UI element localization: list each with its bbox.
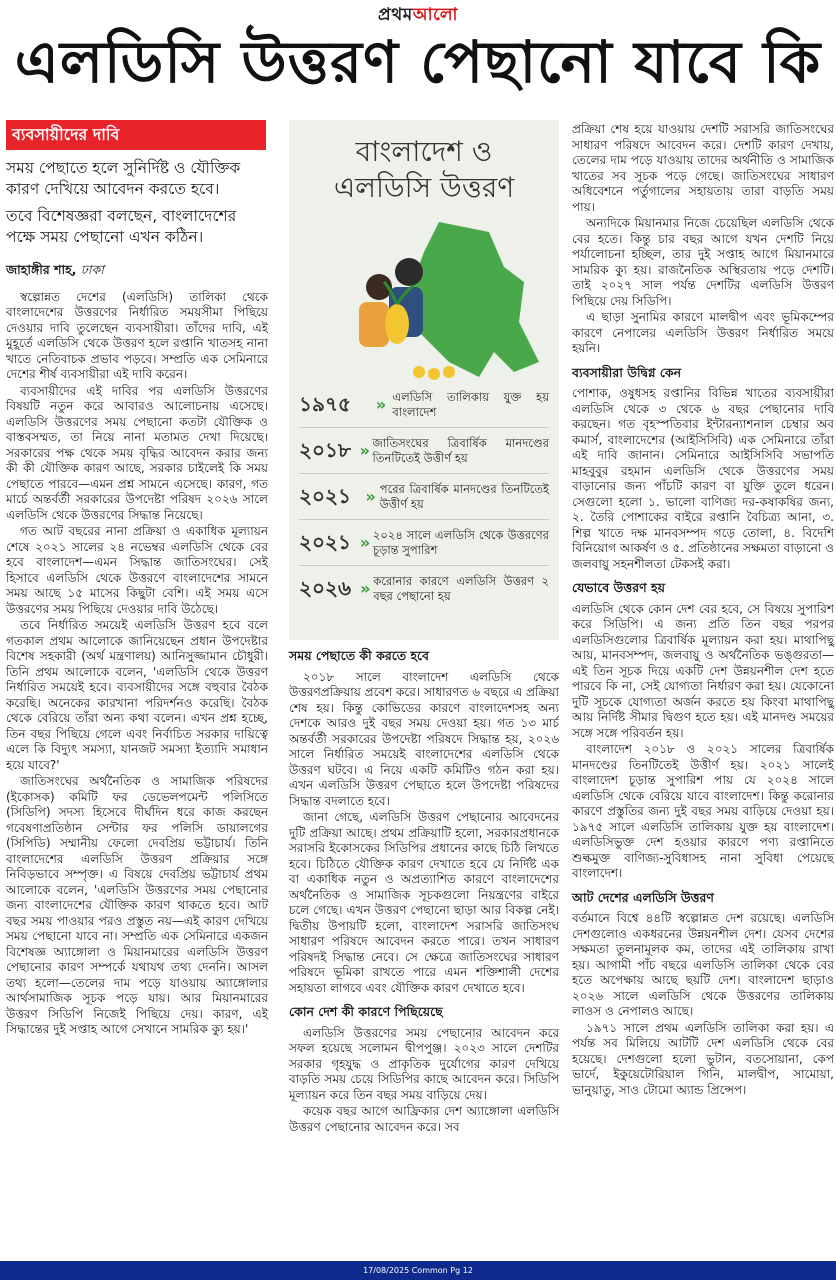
deck-line: তবে বিশেষজ্ঞরা বলছেন, বাংলাদেশের পক্ষে সময় পেছানো এখন কঠিন। bbox=[6, 207, 237, 246]
paragraph: এলডিসি থেকে কোন দেশ বের হবে, সে বিষয়ে সুপারিশ করে সিডিপি। এ জন্য প্রতি তিন বছর পরপর এলডিসিগুলোর ত্রিবার্ষিক মূল্যায়ন করা হয়। মাথাপিছু আয়, মানবসম্পদ, জলবায়ু ও অর্থনৈতিক ভঙ্গুরতা—এই তিন সূচক দিয়ে একটি দেশ উন্নয়নশীল দেশ হতে পারবে কি না, সেই যোগ্যতা নির্ধারণ করা হয়। যেকোনো দুটি সূচকে যোগ্যতা অর্জন করতে হয় কিংবা মাথাপিছু আয় নির্দিষ্ট সীমার দ্বিগুণ হতে হয়। এই মানদণ্ড সময়ের সঙ্গে সঙ্গে পরিবর্তন হয়। bbox=[572, 601, 834, 740]
headline: এলডিসি উত্তরণ পেছানো যাবে কি bbox=[14, 28, 822, 96]
paragraph: অন্যদিকে মিয়ানমার নিজে চেয়েছিল এলডিসি থেকে বের হতে। কিন্তু চার বছর আগে যখন দেশটি নিয়ে পর্যালোচনা হচ্ছিল, তার দুই সপ্তাহ আগে মিয়ানমারে সামরিক ক্যু হয়। রাজনৈতিক অস্থিরতায় পড়ে দেশটি। তাই ২০২৭ সাল পর্যন্ত দেশটির এলডিসি উত্তরণ পিছিয়ে দেয় সিডিপি। bbox=[572, 216, 834, 308]
column-2 bbox=[289, 120, 559, 1136]
paragraph: জানা গেছে, এলডিসি উত্তরণ পেছানোর আবেদনের দুটি প্রক্রিয়া আছে। প্রথম প্রক্রিয়াটি হলো, সরকারপ্রধানকে সরাসরি ইকোসকের সিডিপির প্রধানের কাছে চিঠি লিখতে হবে। চিঠিতে যৌক্তিক কারণ দেখাতে হবে যে নির্দিষ্ট এক বা একাধিক নতুন ও অপ্রত্যাশিত কারণে বাংলাদেশের অর্থনৈতিক ও সামাজিক সূচকগুলো নিয়ন্ত্রণের বাইরে চলে গেছে। এখন উত্তরণ পেছানো ছাড়া আর বিকল্প নেই। দ্বিতীয় উপায়টি হলো, বাংলাদেশ সরাসরি জাতিসংঘ সাধারণ পরিষদে আবেদন করতে পারে। তখন সাধারণ পরিষদই সিদ্ধান্ত নেবে। সে ক্ষেত্রে জাতিসংঘের সাধারণ পরিষদে ভূমিকা রাখতে পারে এমন শক্তিশালী দেশের সহায়তা লাগবে এবং যৌক্তিক কারণ দেখাতে হবে। bbox=[289, 810, 559, 995]
deck-line: সময় পেছাতে হলে সুনির্দিষ্ট ও যৌক্তিক কারণ দেখিয়ে আবেদন করতে হবে। bbox=[6, 159, 241, 198]
chevron-right-icon: » bbox=[365, 486, 376, 506]
paragraph: এলডিসি উত্তরণের সময় পেছানোর আবেদন করে সফল হয়েছে সলোমন দ্বীপপুঞ্জ। ২০২৩ সালে দেশটির সরকার গৃহযুদ্ধ ও প্রাকৃতিক দুর্যোগের কারণ দেখিয়ে বাড়তি সময় চেয়ে সিডিপির কাছে আবেদন করে। সিডিপি মূল্যায়ন করে তিন বছর সময় বাড়িয়ে দেয়। bbox=[289, 1025, 559, 1102]
column-3 bbox=[572, 122, 834, 1099]
infographic-title: বাংলাদেশ ও এলডিসি উত্তরণ bbox=[333, 135, 515, 204]
paragraph: তবে নির্ধারিত সময়েই এলডিসি উত্তরণ হবে বলে গতকাল প্রথম আলোকে জানিয়েছেন প্রধান উপদেষ্টার বিশেষ সহকারী (অর্থ মন্ত্রণালয়) আনিসুজ্জামান চৌধুরী। তিনি প্রথম আলোকে বলেন, 'এলডিসি থেকে উত্তরণ নির্ধারিত সময়েই হবে। ব্যবসায়ীদের সঙ্গে বহুবার বৈঠক করেছি। অনেকের কারখানা পরিদর্শনও করেছি। বৈঠক থেকে বেরিয়ে তাঁরা অন্য কথা বলেন। এখন প্রশ্ন হচ্ছে, তিন বছর পিছিয়ে গেলে এবং নির্বাচিত সরকার দায়িত্বে এলে কি বিদ্যুৎ সমস্যা, যানজট সমস্যা ইত্যাদি সমাধান হয়ে যাবে?' bbox=[6, 618, 268, 772]
subheading: ব্যবসায়ীরা উদ্বিগ্ন কেন bbox=[572, 364, 682, 380]
subheading: কোন দেশ কী কারণে পিছিয়েছে bbox=[289, 1004, 443, 1019]
chevron-right-icon: » bbox=[360, 578, 371, 598]
paragraph: স্বল্পোন্নত দেশের (এলডিসি) তালিকা থেকে বাংলাদেশের উত্তরণের নির্ধারিত সময়সীমা পিছিয়ে দেওয়ার দাবি তুলেছেন ব্যবসায়ীরা। তাঁদের দাবি, এই মুহূর্তে এলডিসি থেকে উত্তরণ হলে রপ্তানি খাতসহ নানা খাতে নেতিবাচক প্রভাব পড়বে। সম্প্রতি এক সেমিনারে দেশের শীর্ষ ব্যবসায়ীরা এই দাবি করেন। bbox=[6, 289, 268, 381]
paragraph: ১৯৭১ সালে প্রথম এলডিসি তালিকা করা হয়। এ পর্যন্ত সব মিলিয়ে আটটি দেশ এলডিসি থেকে বের হয়েছে। দেশগুলো হলো ভুটান, বতসোয়ানা, কেপ ভার্দে, ইকুয়েটোরিয়াল গিনি, মালদ্বীপ, সামোয়া, ভানুয়াতু, সাও টোমো অ্যান্ড প্রিন্সেপ। bbox=[572, 1020, 834, 1097]
paragraph: বাংলাদেশ ২০১৮ ও ২০২১ সালের ত্রিবার্ষিক মানদণ্ডের তিনটিতেই উত্তীর্ণ হয়। ২০২১ সালেই বাংলাদেশ চূড়ান্ত সুপারিশ পায় যে ২০২৪ সালে এলডিসি থেকে বেরিয়ে যাবে বাংলাদেশ। কিন্তু করোনার কারণে প্রস্তুতির জন্য দুই বছর সময় বাড়িয়ে দেওয়া হয়। ১৯৭৫ সালে এলডিসি তালিকায় যুক্ত হয় বাংলাদেশ। এলডিসিভুক্ত দেশ হওয়ার কারণে পণ্য রপ্তানিতে শুল্কমুক্ত বাণিজ্য-সুবিধাসহ নানা সুবিধা পেয়েছে বাংলাদেশ। bbox=[572, 742, 834, 880]
timeline-row: ২০২১ » পরের ত্রিবার্ষিক মানদণ্ডের তিনটিতেই উত্তীর্ণ হয় bbox=[299, 474, 549, 520]
subheading: আট দেশের এলডিসি উত্তরণ bbox=[572, 889, 714, 905]
paragraph: কয়েক বছর আগে আফ্রিকার দেশ অ্যাঙ্গোলা এলডিসি উত্তরণ পেছানোর আবেদন করে। সব bbox=[289, 1104, 559, 1134]
paragraph: গত আট বছরের নানা প্রক্রিয়া ও একাধিক মূল্যায়ন শেষে ২০২১ সালের ২৪ নভেম্বর এলডিসি থেকে বের হবে বাংলাদেশ—এমন সিদ্ধান্ত জাতিসংঘের। সেই হিসাবে এলডিসি থেকে উত্তরণে বাংলাদেশের সামনে সময় আছে ১৫ মাসের কিছুটা বেশি। এই সময় এসে উত্তরণের সময় পিছিয়ে দেওয়ার দাবি উঠেছে। bbox=[6, 524, 268, 616]
paragraph: ২০১৮ সালে বাংলাদেশ এলডিসি থেকে উত্তরণপ্রক্রিয়ায় প্রবেশ করে। সাধারণত ৬ বছরে এ প্রক্রিয়া শেষ হয়। কিন্তু কোভিডের কারণে বাংলাদেশসহ অন্য দেশকে আরও দুই বছর সময় দেওয়া হয়। গত ১৩ মার্চ অন্তর্বর্তী সরকারের উপদেষ্টা পরিষদে সিদ্ধান্ত হয়, ২০২৬ সালে নির্ধারিত সময়েই বাংলাদেশের এলডিসি থেকে উত্তরণ ঘটবে। এ নিয়ে একটি কমিটিও গঠন করা হয়। এখন এলডিসি উত্তরণ পেছাতে হলে উপদেষ্টা পরিষদের সিদ্ধান্ত বদলাতে হবে। bbox=[289, 669, 559, 808]
byline: জাহাঙ্গীর শাহ, ঢাকা bbox=[6, 262, 104, 277]
kicker-label: ব্যবসায়ীদের দাবি bbox=[6, 120, 266, 150]
paragraph: ব্যবসায়ীদের এই দাবির পর এলডিসি উত্তরণের বিষয়টি নতুন করে আবারও আলোচনায় এসেছে। এলডিসি উত্তরণের সময় পেছানো কতটা যৌক্তিক ও বাস্তবসম্মত, তা নিয়ে নানা মতামত দেখা দিয়েছে। সরকারের পক্ষ থেকে সময় বৃদ্ধির আবেদন করার জন্য কী কী যৌক্তিক কারণ আছে, সরকার চাইলেই কি সময় পেছাতে পারবে—এমন প্রশ্ন সামনে এসেছে। কারণ, গত মার্চে অন্তর্বর্তী সরকারের উপদেষ্টা পরিষদ ২০২৬ সালে এলডিসি থেকে উত্তরণের সিদ্ধান্ত নিয়েছে। bbox=[6, 383, 268, 522]
subheading: যেভাবে উত্তরণ হয় bbox=[572, 580, 665, 595]
illustration-map-couple bbox=[289, 212, 559, 382]
paragraph: বর্তমানে বিশ্বে ৪৪টি স্বল্পোন্নত দেশ রয়েছে। এলডিসি দেশগুলোও একধরনের উন্নয়নশীল দেশ। যেসব দেশের সক্ষমতা তুলনামূলক কম, তাদের এই তালিকায় রাখা হয়। আগামী পাঁচ বছরে এলডিসি তালিকা থেকে বের হতে অপেক্ষায় আছে ছয়টি দেশ। বাংলাদেশ ছাড়াও ২০২৬ সালে এলডিসি থেকে উত্তরণের তালিকায় লাওস ও নেপালও আছে। bbox=[572, 911, 834, 1018]
timeline-row: ২০১৮ » জাতিসংঘের ত্রিবার্ষিক মানদণ্ডের তিনটিতেই উত্তীর্ণ হয় bbox=[299, 428, 549, 474]
paragraph: পোশাক, ওষুধসহ রপ্তানির বিভিন্ন খাতের ব্যবসায়ীরা এলডিসি থেকে ৩ থেকে ৬ বছর পেছানোর দাবি করছেন। গত বৃহস্পতিবার ইন্টারন্যাশনাল চেম্বার অব কমার্স, বাংলাদেশের (আইসিসিবি) এক সেমিনারে তাঁরা এই দাবি জানান। সেমিনারে আইসিসিবি সভাপতি মাহবুবুর রহমান এলডিসি থেকে উত্তরণের সময় বাড়ানোর জন্য পাঁচটি কারণ বা যুক্তি তুলে ধরেন। সেগুলো হলো ১. ভালো বাণিজ্য দর-কষাকষির জন্য, ২. তৈরি পোশাকের বাইরে রপ্তানি বৈচিত্র্য আনা, ৩. শিল্প খাতে দক্ষ মানবসম্পদ গড়ে তোলা, ৪. বিদেশি বিনিয়োগ আকর্ষণ ও ৫. প্রতিষ্ঠানের সক্ষমতা বাড়ানো ও জলবায়ু সহনশীলতা টেকসই করা। bbox=[572, 386, 834, 571]
deck bbox=[6, 158, 268, 248]
chevron-right-icon: » bbox=[359, 532, 371, 552]
chevron-right-icon: » bbox=[375, 394, 387, 414]
newspaper-logo: প্রথমআলো bbox=[378, 5, 458, 25]
infographic bbox=[289, 120, 559, 640]
column-1 bbox=[6, 120, 268, 1039]
paragraph: জাতিসংঘের অর্থনৈতিক ও সামাজিক পরিষদের (ইকোসক) কমিটি ফর ডেভেলপমেন্ট পলিসিতে (সিডিপি) সদস্য হিসেবে দীর্ঘদিন ধরে কাজ করছেন গবেষণাপ্রতিষ্ঠান সেন্টার ফর পলিসি ডায়ালগের (সিপিডি) সম্মানীয় ফেলো দেবপ্রিয় ভট্টাচার্য। তিনি বাংলাদেশের এলডিসি উত্তরণ প্রক্রিয়ার সঙ্গে নিবিড়ভাবে সম্পৃক্ত। এ বিষয়ে দেবপ্রিয় ভট্টাচার্য প্রথম আলোকে বলেন, 'এলডিসি উত্তরণের সময় পেছানোর জন্য বাংলাদেশের যৌক্তিক কারণ থাকতে হবে। আট বছর সময় পাওয়ার পরও প্রস্তুত নয়—এই কারণ দেখিয়ে সময় পেছানো যাবে না। সম্প্রতি এক সেমিনারে একজন বিশেষজ্ঞ অ্যাঙ্গোলা ও মিয়ানমারের এলডিসি উত্তরণ পেছানোর কারণ সম্পর্কে যথাযথ তথ্য দেননি। আসল তথ্য হলো—তেলের দাম পড়ে যাওয়ায় অ্যাঙ্গোলার আর্থসামাজিক সূচক পড়ে যায়। আর মিয়ানমারের উত্তরণ সিডিপি নিজেই পিছিয়ে দেয়। কারণ, এই সিদ্ধান্তের দুই সপ্তাহ আগে সেখানে সামরিক ক্যু হয়।' bbox=[6, 774, 268, 1036]
timeline-row: ১৯৭৫ » এলডিসি তালিকায় যুক্ত হয় বাংলাদেশ bbox=[299, 382, 549, 428]
timeline-row: ২০২১ » ২০২৪ সালে এলডিসি থেকে উত্তরণের চূড়ান্ত সুপারিশ bbox=[299, 520, 549, 566]
subheading: সময় পেছাতে কী করতে হবে bbox=[289, 648, 430, 663]
paragraph: এ ছাড়া সুনামির কারণে মালদ্বীপ এবং ভূমিকম্পের কারণে নেপালের এলডিসি উত্তরণ নির্ধারিত সময়ে হয়নি। bbox=[572, 310, 834, 355]
paragraph: প্রক্রিয়া শেষ হয়ে যাওয়ায় দেশটি সরাসরি জাতিসংঘের সাধারণ পরিষদে আবেদন করে। দেশটি কারণ দেখায়, তেলের দাম পড়ে যাওয়ায় তাদের অর্থনীতি ও সামাজিক খাতের সব সূচক পড়ে গেছে। জাতিসংঘের সাধারণ অধিবেশনে পর্তুগালের সহায়তায় তারা বাড়তি সময় পায়। bbox=[572, 122, 834, 214]
timeline-row: ২০২৬ » করোনার কারণে এলডিসি উত্তরণ ২ বছর পেছানো হয় bbox=[299, 573, 549, 603]
page-footer: 17/08/2025 Common Pg 12 bbox=[0, 1261, 836, 1280]
timeline bbox=[299, 382, 549, 611]
chevron-right-icon: » bbox=[359, 440, 370, 460]
